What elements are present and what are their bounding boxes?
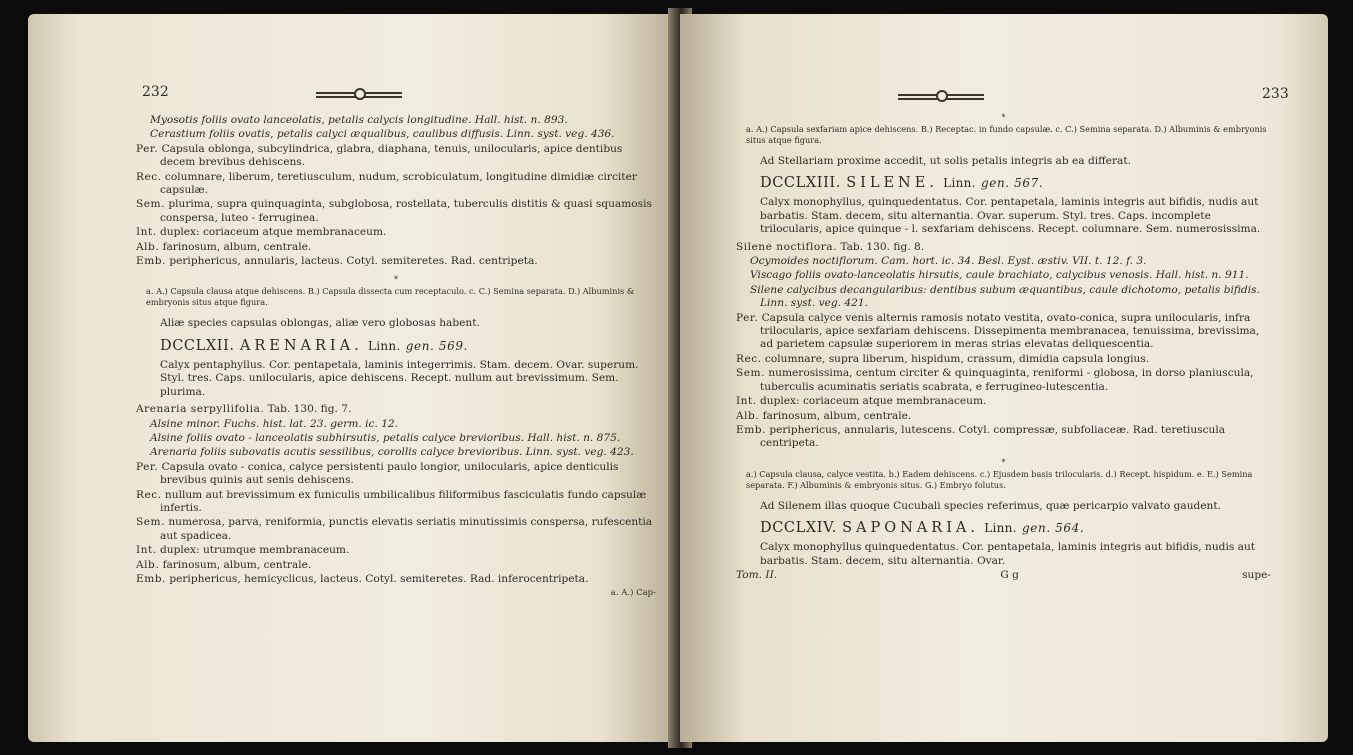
- synonym: Alsine foliis ovato - lanceolatis subhirsutis, petalis calyce brevioribus. Hall. hist. n. 875.: [150, 431, 621, 444]
- synonym: Arenaria foliis subovatis acutis sessilibus, corollis calyce brevioribus. Linn. syst. veg. 423.: [150, 446, 634, 459]
- synonym: Ocymoides noctiflorum. Cam. hort. ic. 34. Besl. Eyst. æstiv. VII. t. 12. f. 3.: [750, 255, 1147, 268]
- description-line: Int. duplex: coriaceum atque membranaceum.: [736, 395, 987, 408]
- open-book: [28, 8, 1328, 748]
- synonym: Cerastium foliis ovatis, petalis calyci æqualibus, caulibus diffusis. Linn. syst. veg. 436.: [150, 128, 615, 141]
- genus-heading: DCCLXIV. SAPONARIA. Linn. gen. 564.: [760, 520, 1085, 537]
- synonym: Viscago foliis ovato-lanceolatis hirsutis, caule brachiato, calycibus venosis. Hall. hist. n. 911.: [750, 269, 1249, 282]
- right-page: [680, 14, 1328, 742]
- left-page-text: [136, 114, 656, 602]
- header-ornament: [316, 88, 402, 100]
- description-line: Emb. periphericus, hemicyclicus, lacteus. Cotyl. semiteretes. Rad. inferocentripeta.: [136, 572, 589, 585]
- footnote-asterisk: *: [1001, 113, 1006, 122]
- note-text: Ad Silenem illas quoque Cucubali species referimus, quæ pericarpio valvato gaudent.: [760, 499, 1222, 512]
- genus-heading: DCCLXII. ARENARIA. Linn. gen. 569.: [160, 337, 468, 354]
- description-line: Sem. plurima, supra quinquaginta, subglobosa, rostellata, tuberculis distitis & quasi squamosis conspersa, luteo - ferruginea.: [136, 198, 652, 224]
- description-line: Rec. columnare, liberum, teretiusculum, nudum, scrobiculatum, longitudine dimidiæ circiter capsulæ.: [136, 170, 637, 197]
- catchword: a. A.) Cap-: [610, 588, 656, 599]
- right-page-text: [736, 114, 1271, 582]
- left-page: [28, 14, 678, 742]
- description-line: Rec. columnare, supra liberum, hispidum, crassum, dimidia capsula longius.: [736, 352, 1150, 365]
- description-line: Alb. farinosum, album, centrale.: [136, 240, 312, 253]
- description-line: Per. Capsula ovato - conica, calyce persistenti paulo longior, unilocularis, apice denticulis brevibus quinis aut senis dehiscens.: [136, 460, 619, 487]
- species-line: Silene noctiflora. Tab. 130. fig. 8.: [736, 240, 925, 253]
- genus-description: Calyx monophyllus quinquedentatus. Cor. pentapetala, laminis integris aut bifidis, nudis aut barbatis. Stam. decem, situ alternantia. Ovar.: [760, 541, 1256, 567]
- page-number: 232: [142, 84, 169, 100]
- synonym: Alsine minor. Fuchs. hist. lat. 23. germ. ic. 12.: [150, 417, 399, 430]
- description-line: Emb. periphericus, annularis, lacteus. Cotyl. semiteretes. Rad. centripeta.: [136, 255, 538, 268]
- description-line: Sem. numerosa, parva, reniformia, punctis elevatis seriatis minutissimis conspersa, rufescentia aut spadicea.: [136, 516, 653, 542]
- description-line: Alb. farinosum, album, centrale.: [136, 558, 312, 571]
- synonym: Silene calycibus decangularibus: dentibus subum æquantibus, caule dichotomo, petalis bifidis. Linn. syst. veg. 421.: [750, 283, 1260, 310]
- page-footer: [736, 569, 1271, 582]
- description-line: Alb. farinosum, album, centrale.: [736, 409, 912, 422]
- note-text: Ad Stellariam proxime accedit, ut solis petalis integris ab ea differat.: [760, 155, 1131, 167]
- genus-heading: DCCLXIII. SILENE. Linn. gen. 567.: [760, 175, 1044, 192]
- figure-footnote: a. A.) Capsula clausa atque dehiscens. B.) Capsula dissecta cum receptaculo. c. C.) Semina separata. D.) Albuminis & embryonis situs atque figura.: [146, 286, 635, 308]
- catchword: supe-: [1242, 568, 1271, 581]
- description-line: Emb. periphericus, annularis, lutescens. Cotyl. compressæ, subfoliaceæ. Rad. teretiuscula centripeta.: [736, 423, 1226, 450]
- description-line: Sem. numerosissima, centum circiter & quinquaginta, reniformi - globosa, in dorso planiuscula, tuberculis acuminatis seriatis scabrata, e ferrugineo-lutescentia.: [736, 367, 1254, 393]
- synonym: Myosotis foliis ovato lanceolatis, petalis calycis longitudine. Hall. hist. n. 893.: [150, 114, 568, 126]
- header-ornament: [898, 90, 984, 102]
- description-line: Per. Capsula calyce venis alternis ramosis notato vestita, ovato-conica, supra unilocularis, infra trilocularis, apice sexfariam dehiscens. Dissepimenta membranacea, tenuissima, brevissima, ad parietem capsulæ superiorem in meras strias elevatas deliquescentia.: [736, 311, 1260, 351]
- description-line: Per. Capsula oblonga, subcylindrica, glabra, diaphana, tenuis, unilocularis, apice dentibus decem brevibus dehiscens.: [136, 142, 623, 169]
- page-number: 233: [1262, 86, 1289, 102]
- signature-mark: G g: [1000, 568, 1019, 581]
- figure-footnote: a.) Capsula clausa, calyce vestita. b.) Eadem dehiscens. c.) Ejusdem basis trilocularis. d.) Recept. hispidum. e. E.) Semina separata. F.) Albuminis & embryonis situs. G.) Embryo folutus.: [746, 468, 1253, 490]
- footnote-asterisk: *: [1001, 457, 1006, 467]
- note-text: Aliæ species capsulas oblongas, aliæ vero globosas habent.: [160, 317, 480, 330]
- species-line: Arenaria serpyllifolia. Tab. 130. fig. 7.: [136, 403, 352, 416]
- description-line: Int. duplex: coriaceum atque membranaceum.: [136, 226, 387, 239]
- description-line: Int. duplex: utrumque membranaceum.: [136, 544, 350, 557]
- genus-description: Calyx pentaphyllus. Cor. pentapetala, laminis integerrimis. Stam. decem. Ovar. superum. Styl. tres. Caps. unilocularis, apice dehiscens. Recept. nullum aut brevissimum. Sem. plurima.: [160, 358, 639, 398]
- figure-footnote: a. A.) Capsula sexfariam apice dehiscens. B.) Receptac. in fundo capsulæ. c. C.) Semina separata. D.) Albuminis & embryonis situs atque figura.: [746, 124, 1267, 145]
- description-line: Rec. nullum aut brevissimum ex funiculis umbilicalibus filiformibus fasciculatis fundo capsulæ infertis.: [136, 488, 647, 514]
- footnote-asterisk: *: [394, 275, 398, 285]
- volume-mark: Tom. II.: [736, 568, 778, 581]
- genus-description: Calyx monophyllus, quinquedentatus. Cor. pentapetala, laminis integris aut bifidis, nudis aut barbatis. Stam. decem, situ alternantia. Ovar. superum. Styl. tres. Caps. incomplete trilocularis, apice quinque - l. sexfariam dehiscens. Recept. columnare. Sem. numerosissima.: [760, 196, 1261, 236]
